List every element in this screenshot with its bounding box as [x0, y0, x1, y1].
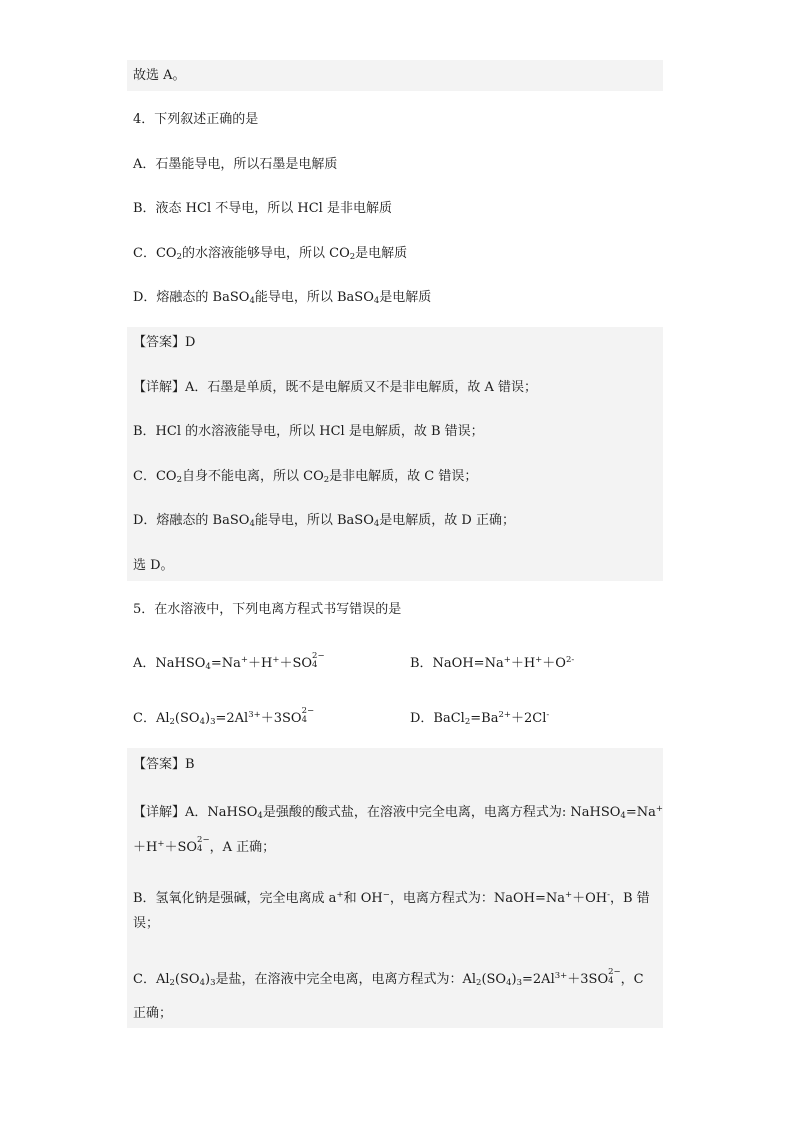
q5-option-a: A．NaHSO$_4$=Na+＋H+＋SO 2− 4: [133, 651, 325, 672]
q5-option-c: C．$Al_2(SO_4)_3=2Al^{3+}+3SO$ 2− 4: [133, 706, 315, 727]
q4-selection: 选 D。: [133, 558, 174, 573]
q5-option-b: B．$NaOH=Na^++H^++O^{2-}$: [410, 655, 575, 671]
q4-option-a: A．石墨能导电，所以石墨是电解质: [133, 157, 338, 172]
sulfate-charge: 2− 4: [301, 706, 315, 725]
sulfate-charge: 2− 4: [312, 651, 325, 670]
q4-stem: 4．下列叙述正确的是: [133, 112, 259, 127]
q5-detail-b-line1: B．氢氧化钠是强碱，完全电离成 a+和 OH−，电离方程式为：NaOH=Na+＋OH-，B 错: [133, 890, 650, 906]
q4-option-b: B．液态 HCl 不导电，所以 HCl 是非电解质: [133, 201, 392, 216]
q5-option-d: D．$BaCl_2=Ba^{2+}+2Cl^-$: [410, 710, 550, 727]
q5-detail-c-line2: 正确；: [133, 1006, 173, 1021]
q5-stem: 5．在水溶液中，下列电离方程式书写错误的是: [133, 602, 402, 617]
q4-option-d: D．熔融态的 BaSO$_4$能导电，所以 BaSO$_4$是电解质: [133, 290, 432, 306]
answer-block-q3-tail: [127, 60, 663, 91]
q4-detail-c: C．$CO_2$自身不能电离，所以 $CO_2$是非电解质，故 C 错误；: [133, 469, 478, 485]
sulfate-charge: 2− 4: [608, 967, 621, 986]
q5-detail-b-line2: 误；: [133, 916, 160, 931]
q5-detail-c-line1: C．$Al_2(SO_4)_3$是盐，在溶液中完全电离，电离方程式为：$Al_2(SO_4)_3=2Al^{3+}+3SO$ 2− 4 ，C: [133, 967, 644, 988]
q3-selection: 故选 A。: [133, 68, 186, 83]
q4-detail-b: B．HCl 的水溶液能导电，所以 HCl 是电解质，故 B 错误；: [133, 424, 484, 439]
q5-answer: 【答案】B: [133, 757, 195, 772]
q4-answer: 【答案】D: [133, 335, 196, 350]
sulfate-charge: 2− 4: [197, 835, 210, 854]
q4-option-c: C．$CO_2$的水溶液能够导电，所以 $CO_2$是电解质: [133, 246, 408, 262]
q4-detail-a: 【详解】A．石墨是单质，既不是电解质又不是非电解质，故 A 错误；: [133, 380, 538, 395]
q5-detail-a-line1: 【详解】A．NaHSO$_4$是强酸的酸式盐，在溶液中完全电离，电离方程式为: NaHSO$_4$=Na+: [133, 804, 663, 821]
answer-block-q4: [127, 327, 663, 581]
q5-detail-a-line2: ＋H+＋SO 2− 4 ，A 正确；: [133, 835, 276, 855]
q4-detail-d: D．熔融态的 BaSO$_4$能导电，所以 BaSO$_4$是电解质，故 D 正确；: [133, 513, 515, 529]
